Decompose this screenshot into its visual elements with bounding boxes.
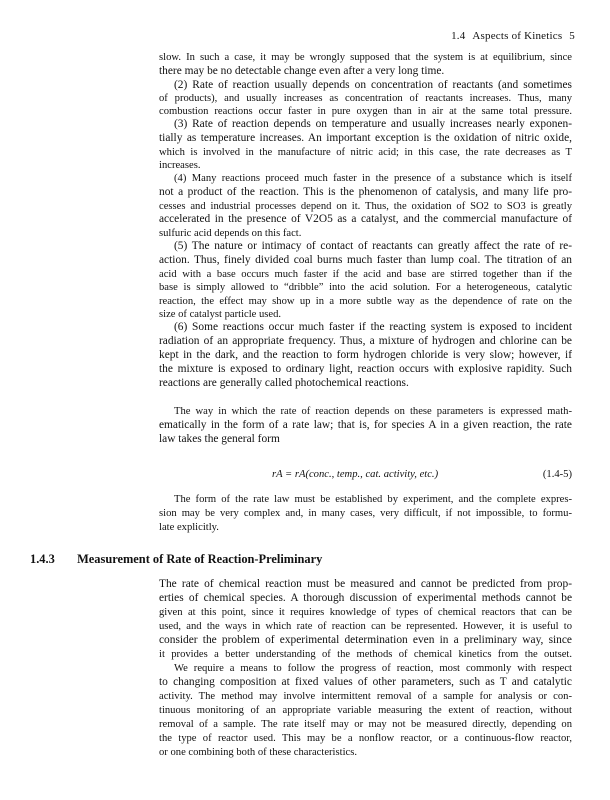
- text-line: given at this point, since it requires knowledge of types of chemical reactors that can be: [159, 607, 572, 618]
- text-line: (5) The nature or intimacy of contact of reactants can greatly affect the rate of re-: [174, 240, 572, 252]
- text-line: (2) Rate of reaction usually depends on concentration of reactants (and sometimes: [174, 79, 572, 91]
- text-line: base is simply allowed to “dribble” into the acid solution. For a heterogeneous, catalytic: [159, 282, 572, 293]
- section-heading: [30, 552, 322, 567]
- text-line: accelerated in the presence of V2O5 as a catalyst, and the commercial manufacture of: [159, 213, 572, 225]
- text-line: (4) Many reactions proceed much faster in the presence of a substance which is itself: [174, 173, 572, 184]
- text-line: action. Thus, finely divided coal burns much faster than lump coal. The titration of an: [159, 254, 572, 266]
- text-line: to changing composition at fixed values of other parameters, such as T and catalytic: [159, 676, 572, 688]
- text-line: late explicitly.: [159, 522, 219, 533]
- running-header: [0, 30, 575, 42]
- text-line: The way in which the rate of reaction depends on these parameters is expressed math-: [174, 406, 572, 417]
- text-line: We require a means to follow the progress of reaction, most commonly with respect: [174, 663, 572, 674]
- text-line: The rate of chemical reaction must be measured and cannot be predicted from prop-: [159, 578, 572, 590]
- section-title: Measurement of Rate of Reaction-Preliminary: [77, 552, 323, 566]
- page-number: 5: [569, 30, 575, 42]
- text-line: The form of the rate law must be established by experiment, and the complete expres-: [174, 494, 572, 505]
- equation-text: rA = rA(conc., temp., cat. activity, etc.): [272, 469, 439, 480]
- text-line: or one combining both of these characteristics.: [159, 747, 357, 758]
- text-line: used, and the ways in which rate of reaction can be represented. However, it is useful to: [159, 621, 572, 632]
- text-line: it provides a better understanding of the methods of chemical kinetics from the outset.: [159, 649, 572, 660]
- text-line: combustion reactions occur faster in pure oxygen than in air at the same total pressure.: [159, 106, 572, 117]
- text-line: ematically in the form of a rate law; that is, for species A in a given reaction, the rate: [159, 419, 572, 431]
- text-line: reaction, the effect may show up in a more subtle way as the dependence of rate on the: [159, 296, 572, 307]
- text-line: the mixture is exposed to ordinary light, reaction occurs with explosive rapidity. Such: [159, 363, 572, 375]
- text-line: increases.: [159, 160, 201, 171]
- text-line: kept in the dark, and the reaction to form hydrogen chloride is very slow; however, if: [159, 349, 572, 361]
- text-line: radiation of an appropriate frequency. Thus, a mixture of hydrogen and chlorine can be: [159, 335, 572, 347]
- text-line: sulfuric acid depends on this fact.: [159, 228, 302, 239]
- equation-number: (1.4-5): [542, 469, 572, 480]
- header-section-number: 1.4: [451, 30, 466, 42]
- text-line: not a product of the reaction. This is the phenomenon of catalysis, and many life pro-: [159, 186, 572, 198]
- text-line: there may be no detectable change even after a very long time.: [159, 65, 445, 77]
- text-line: cesses and industrial processes depend on it. Thus, the oxidation of SO2 to SO3 is greatly: [159, 201, 572, 212]
- text-line: tially as temperature increases. An important exception is the oxidation of nitric oxide,: [159, 132, 572, 144]
- text-line: (6) Some reactions occur much faster if the reacting system is exposed to incident: [174, 321, 572, 333]
- text-line: consider the problem of experimental determination even in a preliminary way, since: [159, 634, 572, 646]
- section-number: 1.4.3: [30, 552, 55, 566]
- text-line: tinuous monitoring of an appropriate variable measuring the extent of reaction, without: [159, 705, 572, 716]
- rate-law-equation: [159, 469, 572, 483]
- text-line: acid with a base occurs much faster if the acid and base are stirred together than if the: [159, 269, 572, 280]
- text-line: slow. In such a case, it may be wrongly supposed that the system is at equilibrium, since: [159, 52, 572, 63]
- text-line: removal of a sample. The rate itself may or may not be measured directly, depending on: [159, 719, 572, 730]
- text-line: erties of chemical species. A thorough discussion of experimental methods cannot be: [159, 592, 572, 604]
- text-line: (3) Rate of reaction depends on temperature and usually increases nearly exponen-: [174, 118, 572, 130]
- header-title: Aspects of Kinetics: [472, 30, 563, 42]
- text-line: the type of reactor used. This may be a nonflow reactor, or a continuous-flow reactor,: [159, 733, 572, 744]
- text-line: which is involved in the manufacture of nitric acid; in this case, the rate decreases as T: [159, 147, 572, 158]
- text-line: of products), and usually increases as concentration of reactants increases. Thus, many: [159, 93, 572, 104]
- text-line: reactions are generally called photochemical reactions.: [159, 377, 409, 389]
- text-line: size of catalyst particle used.: [159, 309, 282, 320]
- text-line: activity. The method may involve intermittent removal of a sample for analysis or con-: [159, 691, 572, 702]
- text-line: law takes the general form: [159, 433, 280, 445]
- text-line: sion may be very complex and, in many cases, very difficult, if not impossible, to formu-: [159, 508, 572, 519]
